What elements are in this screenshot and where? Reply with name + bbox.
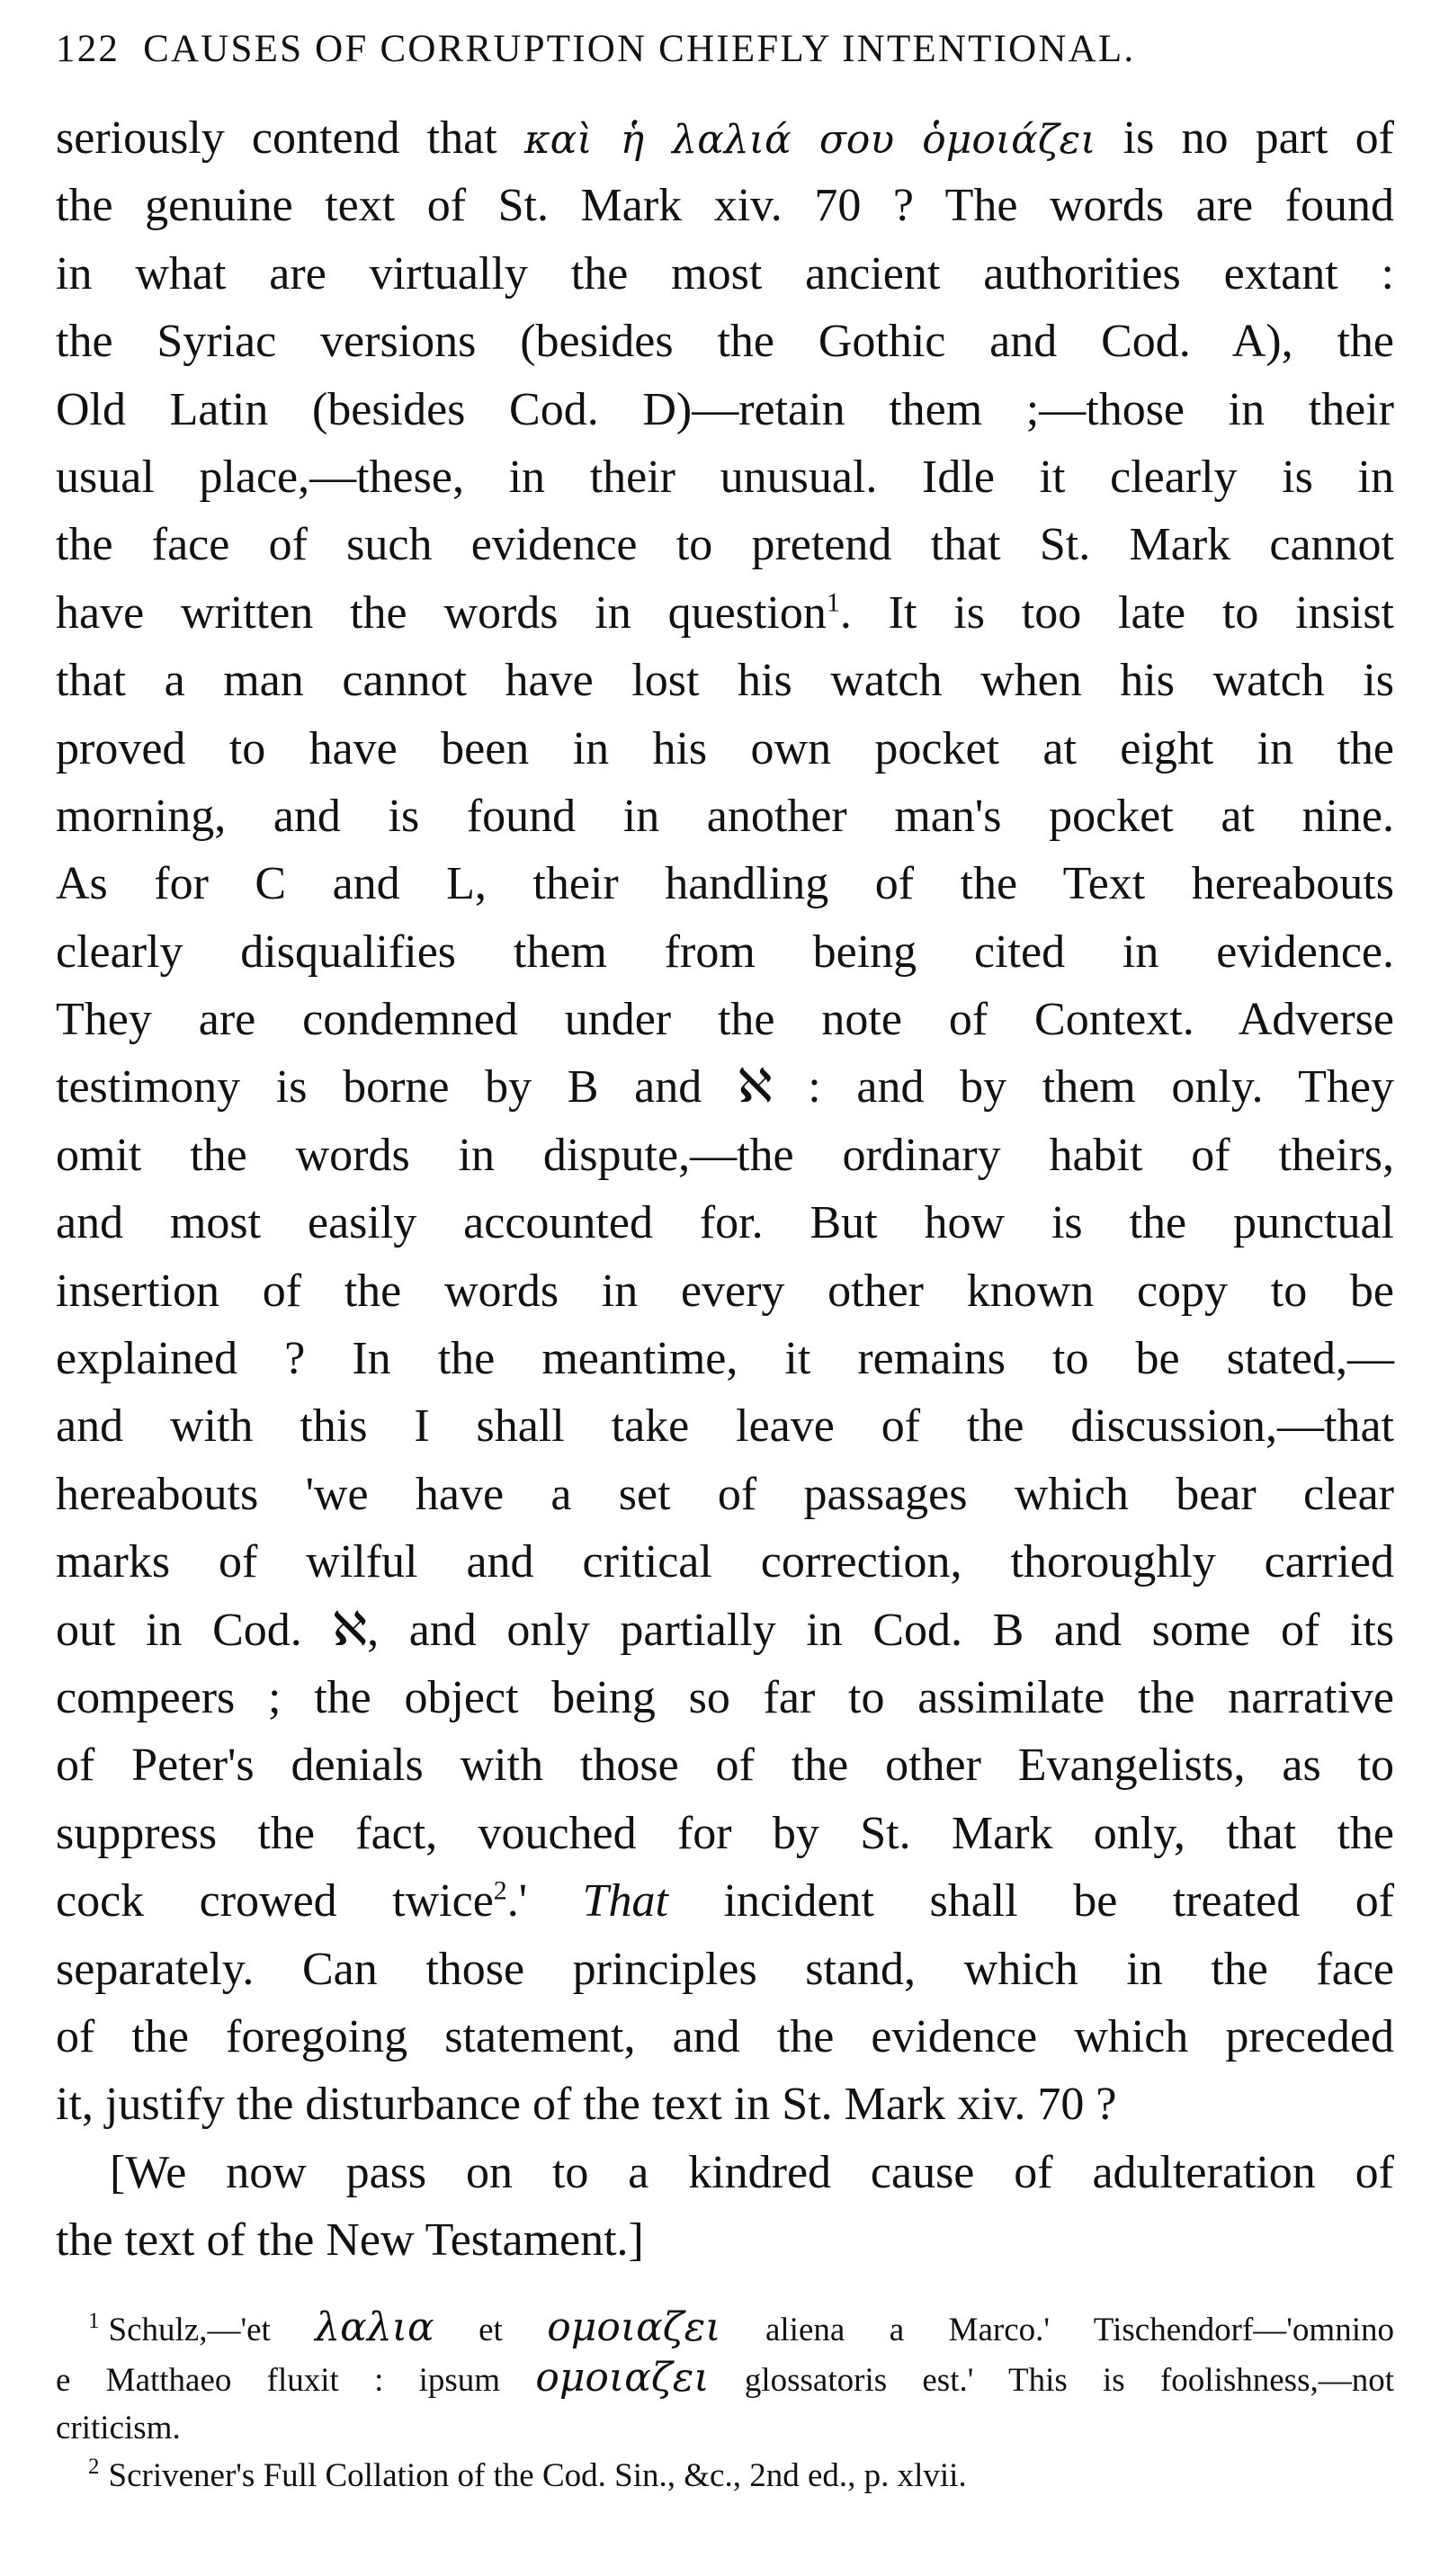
greek-word: λαλια	[315, 2303, 434, 2350]
text-line: separately. Can those principles stand, which in the face	[56, 1943, 1394, 1995]
footnote-marker: 1	[88, 2309, 100, 2334]
text-run: et	[434, 2311, 548, 2348]
page-number: 122	[56, 28, 121, 70]
text-line: morning, and is found in another man's pocket at nine.	[56, 790, 1394, 842]
greek-word: ομοιαζει	[535, 2354, 710, 2401]
text-line: that a man cannot have lost his watch when his watch is	[56, 655, 1394, 707]
text-line: out in Cod. ℵ, and only partially in Cod. B and some of its	[56, 1604, 1394, 1656]
footnote-1-continued	[56, 2354, 1394, 2404]
text-run: have written the words in question	[56, 586, 827, 639]
text-line: of Peter's denials with those of the other Evangelists, as to	[56, 1740, 1394, 1792]
text-line: the Syriac versions (besides the Gothic and Cod. A), the	[56, 316, 1394, 368]
body-text	[56, 104, 1394, 2275]
running-title: CAUSES OF CORRUPTION CHIEFLY INTENTIONAL.	[143, 28, 1136, 70]
text-line: They are condemned under the note of Context. Adverse	[56, 994, 1394, 1046]
text-line: compeers ; the object being so far to assimilate the narrative	[56, 1671, 1394, 1723]
text-line: and most easily accounted for. But how is the punctual	[56, 1197, 1394, 1249]
text-line: suppress the fact, vouched for by St. Mark only, that the	[56, 1807, 1394, 1859]
text-line: testimony is borne by B and ℵ : and by them only. They	[56, 1061, 1394, 1114]
text-line: Old Latin (besides Cod. D)—retain them ;—those in their	[56, 383, 1394, 435]
text-run: incident shall be treated of	[668, 1875, 1395, 1928]
text-line	[56, 1867, 1394, 1935]
greek-quotation: καὶ ἡ λαλιά σου ὁμοιάζει	[523, 117, 1096, 163]
footnote-1	[56, 2303, 1394, 2354]
text-run: . It is too late to insist	[839, 586, 1394, 639]
text-line: it, justify the disturbance of the text in St. Mark xiv. 70 ?	[56, 2079, 1117, 2131]
text-line: [We now pass on to a kindred cause of adulteration of	[110, 2146, 1394, 2198]
book-page	[56, 27, 1394, 2545]
text-line: the genuine text of St. Mark xiv. 70 ? The words are found	[56, 180, 1394, 232]
text-line: explained ? In the meantime, it remains to be stated,—	[56, 1333, 1394, 1385]
text-run: Scrivener's Full Collation of the Cod. Sin., &c., 2nd ed., p. xlvii.	[108, 2456, 967, 2494]
text-run: aliena a Marco.' Tischendorf—'omnino	[720, 2311, 1394, 2348]
text-run: seriously contend that	[56, 112, 524, 164]
text-line: insertion of the words in every other known copy to be	[56, 1265, 1394, 1317]
footnote-reference-2[interactable]: 2	[493, 1875, 507, 1906]
text-run: is no part of	[1096, 112, 1394, 164]
italic-word: That	[582, 1875, 669, 1928]
text-line: marks of wilful and critical correction, thoroughly carried	[56, 1536, 1394, 1588]
footnote-reference-1[interactable]: 1	[826, 587, 840, 618]
text-run: e Matthaeo fluxit : ipsum	[56, 2361, 536, 2399]
text-line: usual place,—these, in their unusual. Idle it clearly is in	[56, 451, 1394, 503]
footnote-1-end: criticism.	[56, 2409, 181, 2446]
footnotes	[56, 2303, 1394, 2500]
text-run: cock crowed twice	[56, 1875, 494, 1928]
text-line: omit the words in dispute,—the ordinary habit of theirs,	[56, 1129, 1394, 1181]
text-line	[56, 104, 1394, 172]
text-run: glossatoris est.' This is foolishness,—not	[709, 2361, 1394, 2399]
text-run: Schulz,—'et	[108, 2311, 316, 2348]
text-line: hereabouts 'we have a set of passages which bear clear	[56, 1468, 1394, 1520]
text-line: of the foregoing statement, and the evidence which preceded	[56, 2010, 1394, 2062]
text-line: and with this I shall take leave of the discussion,—that	[56, 1400, 1394, 1453]
text-line: the text of the New Testament.]	[56, 2214, 644, 2267]
greek-word: ομοιαζει	[547, 2303, 721, 2350]
text-line	[56, 579, 1394, 647]
text-line: As for C and L, their handling of the Text hereabouts	[56, 858, 1394, 910]
text-line: in what are virtually the most ancient authorities extant :	[56, 247, 1394, 300]
text-line: proved to have been in his own pocket at eight in the	[56, 722, 1394, 774]
running-head	[56, 27, 1394, 90]
text-run: .'	[506, 1875, 583, 1928]
text-line: the face of such evidence to pretend that St. Mark cannot	[56, 519, 1394, 571]
text-line: clearly disqualifies them from being cited in evidence.	[56, 926, 1394, 978]
footnote-marker: 2	[88, 2455, 100, 2480]
footnote-2	[56, 2452, 1394, 2500]
